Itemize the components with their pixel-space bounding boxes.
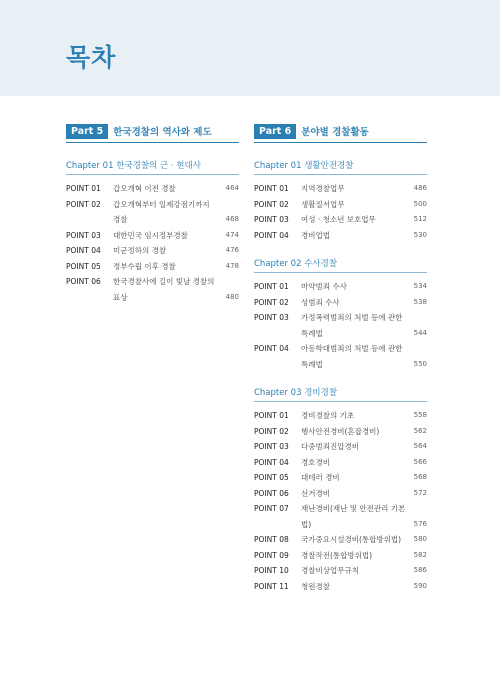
toc-entry[interactable] (254, 279, 427, 295)
entry-number: POINT 04 (66, 246, 101, 255)
entry-title: 경찰작전(통합방위법) (301, 550, 373, 560)
chapter-heading: Chapter 01 생활안전경찰 (254, 159, 427, 175)
entry-number: POINT 01 (254, 411, 289, 420)
entry-title: 국가중요시설경비(통합방위법) (301, 535, 402, 544)
toc-entry[interactable] (254, 579, 427, 595)
toc-entry[interactable] (254, 439, 427, 455)
toc-entry[interactable] (254, 548, 427, 564)
page-title: 목차 (66, 43, 117, 72)
entry-number: POINT 03 (66, 230, 101, 240)
toc-entry[interactable] (254, 501, 427, 532)
entry-page: 572 (413, 488, 427, 497)
toc-entry[interactable] (66, 197, 239, 228)
entry-title: 마약범죄 수사 (301, 282, 347, 291)
entry-page: 564 (413, 442, 427, 450)
entry-number: POINT 02 (254, 426, 289, 436)
entry-title: 정부수립 이후 경찰 (113, 261, 176, 271)
entry-number: POINT 01 (254, 184, 289, 193)
entry-list (254, 181, 427, 243)
entry-page: 576 (413, 519, 427, 528)
entry-page: 530 (413, 230, 427, 239)
entry-title: 경비경찰의 기초 (301, 411, 355, 420)
entry-page: 568 (413, 473, 427, 481)
toc-entry[interactable] (66, 228, 239, 244)
entry-number: POINT 02 (66, 199, 101, 209)
entry-list (254, 279, 427, 372)
chapter-list (254, 159, 427, 594)
entry-title: 경찰비상업무규칙 (301, 566, 359, 575)
part-title: 한국경찰의 역사와 제도 (113, 127, 212, 138)
entry-number: POINT 04 (254, 457, 289, 467)
entry-page: 544 (413, 328, 427, 337)
entry-page: 512 (413, 215, 427, 223)
entry-title: 경호경비 (301, 457, 330, 467)
entry-number: POINT 05 (66, 261, 101, 271)
toc-entry[interactable] (254, 532, 427, 548)
chapter-heading: Chapter 01 한국경찰의 근 · 현대사 (66, 159, 239, 175)
entry-page: 500 (413, 199, 427, 208)
entry-number: POINT 11 (254, 581, 289, 591)
entry-title: 가정폭력범죄의 처벌 등에 관한 특례법 (301, 313, 403, 338)
entry-page: 550 (413, 359, 427, 368)
toc-entry[interactable] (254, 455, 427, 471)
part-title: 분야별 경찰활동 (301, 127, 369, 138)
entry-number: POINT 06 (66, 277, 101, 286)
part-heading (254, 124, 427, 143)
entry-number: POINT 09 (254, 550, 289, 560)
entry-number: POINT 01 (254, 282, 289, 291)
entry-number: POINT 02 (254, 199, 289, 209)
entry-page: 534 (413, 282, 427, 290)
toc-entry[interactable] (66, 243, 239, 259)
entry-number: POINT 08 (254, 535, 289, 544)
toc-entry[interactable] (254, 197, 427, 213)
toc-entry[interactable] (254, 408, 427, 424)
entry-list (66, 181, 239, 305)
entry-number: POINT 10 (254, 566, 289, 575)
entry-number: POINT 03 (254, 215, 289, 224)
entry-title: 지역경찰업무 (301, 184, 345, 193)
entry-number: POINT 06 (254, 488, 289, 498)
entry-number: POINT 07 (254, 504, 289, 513)
toc-entry[interactable] (66, 259, 239, 275)
entry-page: 580 (413, 535, 427, 543)
entry-page: 562 (413, 426, 427, 435)
entry-title: 생활질서업무 (301, 199, 345, 209)
entry-title: 갑오개혁부터 일제강점기까지 경찰 (113, 199, 210, 224)
part-label: Part 6 (254, 124, 296, 139)
toc-entry[interactable] (254, 470, 427, 486)
chapter-list (66, 159, 239, 305)
toc-entry[interactable] (254, 295, 427, 311)
entry-title: 아동학대범죄의 처벌 등에 관한 특례법 (301, 344, 403, 369)
toc-entry[interactable] (254, 212, 427, 228)
entry-title: 다중범죄진압경비 (301, 442, 359, 451)
entry-number: POINT 01 (66, 184, 101, 193)
entry-page: 480 (225, 292, 239, 301)
entry-page: 474 (225, 230, 239, 239)
entry-title: 청원경찰 (301, 581, 330, 591)
entry-title: 여성 · 청소년 보호업무 (301, 215, 376, 224)
entry-title: 재난경비(재난 및 안전관리 기본법) (301, 504, 406, 529)
entry-page: 468 (225, 215, 239, 223)
entry-page: 558 (413, 411, 427, 419)
entry-page: 586 (413, 566, 427, 574)
toc-entry[interactable] (254, 310, 427, 341)
toc-entry[interactable] (254, 486, 427, 502)
part-heading (66, 124, 239, 143)
entry-title: 갑오개혁 이전 경찰 (113, 184, 176, 193)
chapter-heading: Chapter 02 수사경찰 (254, 257, 427, 273)
chapter-heading: Chapter 03 경비경찰 (254, 386, 427, 402)
entry-page: 476 (225, 246, 239, 254)
entry-page: 590 (413, 581, 427, 590)
entry-number: POINT 02 (254, 297, 289, 307)
entry-number: POINT 04 (254, 344, 289, 353)
toc-entry[interactable] (254, 424, 427, 440)
entry-title: 한국경찰사에 길이 빛날 경찰의 표상 (113, 277, 215, 302)
entry-title: 대한민국 임시정부경찰 (113, 230, 188, 240)
entry-page: 566 (413, 457, 427, 466)
toc-entry[interactable] (254, 563, 427, 579)
entry-page: 582 (413, 550, 427, 559)
entry-title: 미군정하의 경찰 (113, 246, 167, 255)
toc-column-part6 (254, 124, 427, 594)
entry-title: 행사안전경비(혼잡경비) (301, 426, 380, 436)
toc-entry[interactable] (66, 181, 239, 197)
entry-page: 538 (413, 297, 427, 306)
toc-entry[interactable] (254, 181, 427, 197)
entry-page: 478 (225, 261, 239, 270)
entry-title: 경비업법 (301, 230, 330, 240)
entry-page: 464 (225, 184, 239, 192)
entry-list (254, 408, 427, 594)
entry-number: POINT 05 (254, 473, 289, 482)
toc-column-part5 (66, 124, 239, 305)
entry-title: 대테러 경비 (301, 473, 340, 482)
entry-number: POINT 03 (254, 313, 289, 322)
toc-entry[interactable] (66, 274, 239, 305)
entry-number: POINT 04 (254, 230, 289, 240)
toc-entry[interactable] (254, 228, 427, 244)
entry-page: 486 (413, 184, 427, 192)
entry-title: 성범죄 수사 (301, 297, 340, 307)
part-label: Part 5 (66, 124, 108, 139)
entry-number: POINT 03 (254, 442, 289, 451)
toc-entry[interactable] (254, 341, 427, 372)
entry-title: 선거경비 (301, 488, 330, 498)
